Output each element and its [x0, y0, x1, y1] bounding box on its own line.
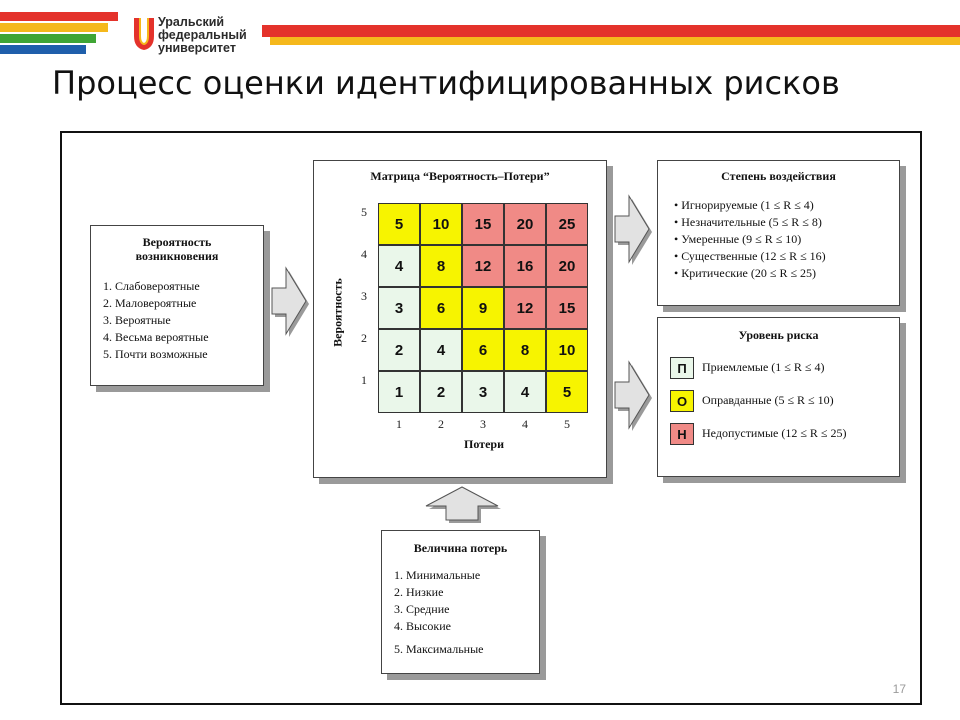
list-item: 4. Весьма вероятные: [103, 330, 209, 344]
stripe-yellow: [0, 23, 108, 32]
matrix-cell: 4: [378, 245, 420, 287]
stripe-red: [0, 12, 118, 21]
matrix-cell: 2: [420, 371, 462, 413]
legend-label-unacceptable: Недопустимые (12 ≤ R ≤ 25): [702, 426, 847, 440]
list-item: • Существенные (12 ≤ R ≤ 16): [674, 249, 826, 263]
matrix-cell: 3: [462, 371, 504, 413]
matrix-cell: 10: [420, 203, 462, 245]
risk-level-title: Уровень риска: [738, 328, 819, 342]
matrix-cell: 25: [546, 203, 588, 245]
matrix-cell: 9: [462, 287, 504, 329]
probability-box-title: [91, 235, 263, 263]
list-item-label: Незначительные (5 ≤ R ≤ 8): [681, 215, 822, 229]
matrix-cell: 6: [462, 329, 504, 371]
row-ticks: [354, 203, 378, 415]
risk-matrix-grid: [378, 203, 590, 415]
page-title: Процесс оценки идентифицированных рисков: [52, 64, 840, 102]
matrix-cell: 8: [420, 245, 462, 287]
list-item: • Умеренные (9 ≤ R ≤ 10): [674, 232, 802, 246]
matrix-box: [313, 160, 607, 478]
matrix-cell: 4: [420, 329, 462, 371]
impact-box-title: Степень воздействия: [721, 169, 836, 183]
stripe-blue: [0, 45, 86, 54]
list-item-label: Игнорируемые (1 ≤ R ≤ 4): [681, 198, 814, 212]
matrix-cell: 2: [378, 329, 420, 371]
logo-line-3: университет: [158, 41, 236, 55]
legend-label-justified: Оправданные (5 ≤ R ≤ 10): [702, 393, 834, 407]
matrix-title: Матрица “Вероятность–Потери”: [370, 169, 550, 183]
list-item: 1. Минимальные: [394, 568, 481, 582]
matrix-y-label: [328, 273, 348, 353]
matrix-cell: 1: [378, 371, 420, 413]
matrix-cell: 5: [546, 371, 588, 413]
matrix-cell: 3: [378, 287, 420, 329]
row-tick: 2: [361, 331, 367, 345]
matrix-cell: 8: [504, 329, 546, 371]
legend-swatch-justified: О: [670, 390, 694, 412]
matrix-cell: 12: [504, 287, 546, 329]
list-item: 2. Низкие: [394, 585, 444, 599]
list-item: 2. Маловероятные: [103, 296, 197, 310]
matrix-cell: 10: [546, 329, 588, 371]
stripe-green: [0, 34, 96, 43]
stripe-right-yellow: [270, 37, 960, 45]
probability-title-line-1: Вероятность: [142, 235, 212, 249]
matrix-cell: 16: [504, 245, 546, 287]
col-tick: 4: [522, 417, 528, 431]
legend-swatch-acceptable: П: [670, 357, 694, 379]
y-axis-label: Вероятность: [330, 278, 345, 347]
list-item-label: Умеренные (9 ≤ R ≤ 10): [681, 232, 802, 246]
arrow-right-icon: [268, 262, 310, 340]
row-tick: 4: [361, 247, 367, 261]
matrix-cell: 6: [420, 287, 462, 329]
list-item: 4. Высокие: [394, 619, 451, 633]
list-item: 1. Слабовероятные: [103, 279, 200, 293]
list-item: 3. Вероятные: [103, 313, 171, 327]
arrow-right-icon: [611, 190, 653, 268]
col-tick: 5: [564, 417, 570, 431]
loss-list: [394, 567, 484, 658]
list-item: • Игнорируемые (1 ≤ R ≤ 4): [674, 198, 814, 212]
stripe-right-red: [262, 25, 960, 37]
matrix-cell: 5: [378, 203, 420, 245]
probability-title-line-2: возникновения: [135, 249, 219, 263]
col-tick: 3: [480, 417, 486, 431]
probability-list: [103, 278, 209, 363]
matrix-cell: 4: [504, 371, 546, 413]
probability-box: [90, 225, 264, 386]
list-item-label: Существенные (12 ≤ R ≤ 16): [681, 249, 826, 263]
matrix-cell: 15: [546, 287, 588, 329]
legend-label-acceptable: Приемлемые (1 ≤ R ≤ 4): [702, 360, 825, 374]
col-tick: 2: [438, 417, 444, 431]
col-tick: 1: [396, 417, 402, 431]
matrix-cell: 20: [546, 245, 588, 287]
matrix-cell: 12: [462, 245, 504, 287]
ural-university-logo-icon: [130, 14, 158, 56]
legend-swatch-unacceptable: Н: [670, 423, 694, 445]
list-item: 5. Максимальные: [394, 642, 484, 656]
risk-level-box: [657, 317, 900, 477]
list-item: • Незначительные (5 ≤ R ≤ 8): [674, 215, 822, 229]
list-item: • Критические (20 ≤ R ≤ 25): [674, 266, 817, 280]
loss-box-title: Величина потерь: [413, 541, 508, 555]
row-tick: 5: [361, 205, 367, 219]
list-item: 5. Почти возможные: [103, 347, 208, 361]
matrix-x-label: Потери: [464, 437, 504, 451]
impact-list: [674, 197, 826, 282]
row-tick: 1: [361, 373, 367, 387]
arrow-up-icon: [420, 484, 504, 524]
matrix-cell: 15: [462, 203, 504, 245]
logo-line-1: Уральский: [158, 15, 225, 29]
page-number: 17: [892, 682, 906, 696]
impact-box: [657, 160, 900, 306]
col-ticks: [378, 417, 590, 433]
matrix-cell: 20: [504, 203, 546, 245]
list-item-label: Критические (20 ≤ R ≤ 25): [681, 266, 817, 280]
row-tick: 3: [361, 289, 367, 303]
arrow-right-icon: [611, 356, 653, 434]
logo-line-2: федеральный: [158, 28, 247, 42]
loss-box: [381, 530, 540, 674]
list-item: 3. Средние: [394, 602, 450, 616]
